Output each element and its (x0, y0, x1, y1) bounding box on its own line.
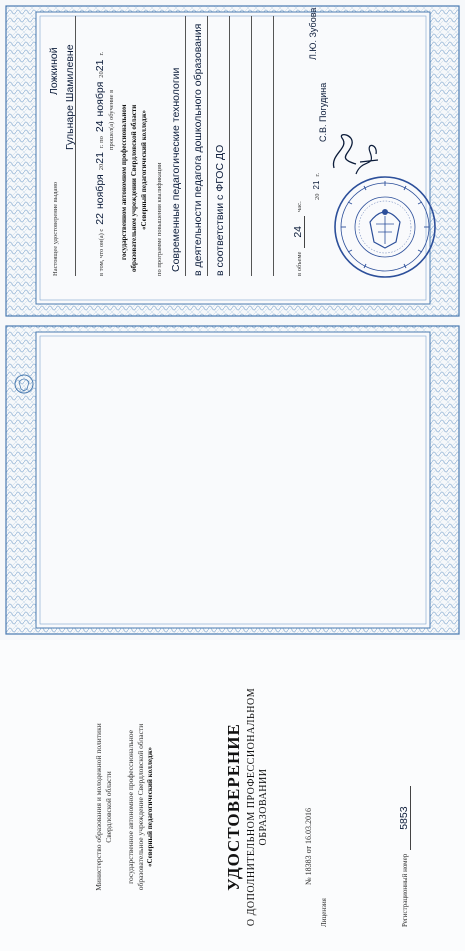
sign-year-prefix: 20 (314, 193, 321, 200)
official-seal-stamp (330, 172, 440, 282)
institution-line-1: государственном автономном профессиональном (120, 104, 128, 260)
start-year-prefix: 20 (98, 163, 105, 171)
certificate-inner-page (0, 0, 465, 322)
reg-label: Регистрационный номер (401, 853, 409, 927)
end-suffix: г. (98, 51, 105, 56)
subtitle-line-2: ОБРАЗОВАНИИ (258, 768, 269, 846)
divider (272, 16, 274, 276)
start-day: 22 (94, 213, 106, 225)
mid-text: г. по (98, 136, 105, 149)
program-line-1: Современные педагогические технологии (170, 67, 182, 272)
ministry-line-2: Свердловской области (104, 771, 113, 843)
subtitle-line-1: О ДОПОЛНИТЕЛЬНОМ ПРОФЕССИОНАЛЬНОМ (246, 687, 257, 927)
institution-line-3: «Северный педагогический колледж» (140, 109, 148, 230)
signature-2 (352, 138, 382, 178)
period-prefix: в том, что он(а) с (98, 228, 105, 276)
reg-number-line (394, 786, 412, 927)
program-line-2: в деятельности педагога дошкольного образования (192, 23, 204, 276)
signer-2: С.В. Погудина (318, 82, 328, 142)
reg-number: 5853 (398, 786, 411, 849)
hours-suffix: час. (296, 201, 303, 212)
sign-year: 21 (312, 180, 321, 190)
license-label: Лицензия (320, 898, 328, 927)
sign-year-suffix: г. (314, 173, 321, 177)
ministry-line-1: Министерство образования и молодежной политики (94, 723, 103, 891)
end-day: 24 (94, 120, 106, 133)
institution-line-2: образовательное учреждение Свердловской области (136, 723, 145, 891)
license-text: № 18383 от 16.03.2016 (304, 807, 313, 885)
training-label: прошел(а) обучение в (108, 89, 115, 150)
cover-text-panel (44, 663, 436, 951)
divider (228, 16, 230, 276)
end-year: 21 (94, 59, 106, 72)
start-month: ноября (94, 174, 106, 210)
program-label: по программе повышения квалификации (156, 162, 163, 276)
program-line-3: в соответствии с ФГОС ДО (214, 144, 226, 276)
end-year-prefix: 20 (98, 71, 105, 78)
divider (250, 16, 252, 276)
recipient-surname: Ложкиной (48, 47, 60, 95)
sign-year-line (306, 173, 324, 200)
period-line (90, 52, 108, 276)
recipient-name: Гульнаре Шамилевне (64, 44, 76, 150)
end-month: ноября (94, 81, 106, 117)
hours-value: 24 (292, 216, 305, 248)
guilloche-frame (0, 322, 465, 640)
divider (206, 16, 208, 276)
institution-line-1: государственное автономное профессиональное (126, 730, 135, 884)
institution-line-3: «Северный педагогический колледж» (146, 746, 154, 868)
certificate-cover-page (0, 322, 465, 927)
volume-prefix: в объеме (296, 251, 303, 276)
divider (184, 16, 186, 276)
start-year: 21 (94, 152, 106, 164)
header-label: Настоящее удостоверение выдано (52, 181, 59, 276)
signer-1: Л.Ю. Зубова (308, 7, 318, 60)
institution-line-2: образовательном учреждении Свердловской области (130, 104, 138, 272)
document-title: УДОСТОВЕРЕНИЕ (224, 723, 243, 891)
volume-line (288, 201, 306, 276)
